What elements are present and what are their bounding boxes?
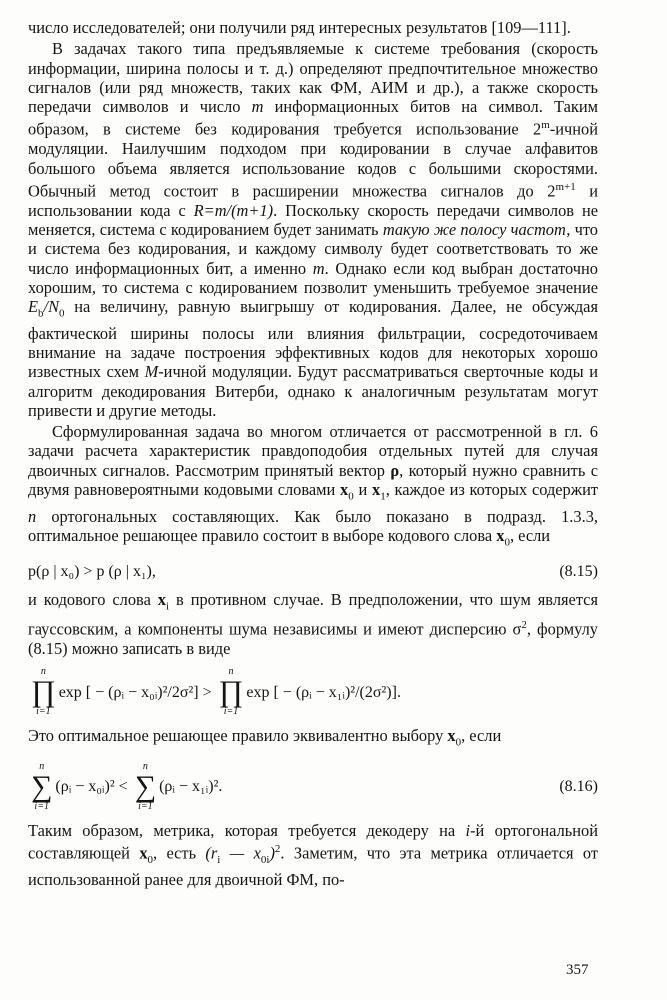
equation-8-16-body: n ∑ i=1 (ρᵢ − x₀ᵢ)² < n ∑ i=1 (ρᵢ − x₁ᵢ)².	[31, 761, 223, 813]
paragraph-4: и кодового слова $x_i$ в противном случае. В предположении, что шум является гауссовским, а компоненты шума независимы и имеют дисперсию $\sigma^2$, формулу (8.15) можно записать в виде	[28, 589, 598, 659]
paragraph-3: Сформулированная задача во многом отличается от рассмотренной в гл. 6 задачи расчета характеристик правдоподобия отдельных путей для случая двоичных сигналов. Рассмотрим принятый вектор ρ, который нужно сравнить с двумя равновероятными кодовыми словами $x_0$ и $x_1$, каждое из которых содержит n ортогональных составляющих. Как было показано в подразд. 1.3.3, оптимальное решающее правило состоит в выборе кодового слова $x_0$, если	[28, 422, 599, 549]
equation-8-15-body: p(ρ | x₀) > p (ρ | x₁),	[28, 562, 156, 580]
sum-operator: n ∑ i=1	[31, 761, 53, 813]
equation-8-16-number: (8.16)	[559, 778, 598, 796]
paragraph-1: число исследователей; они получили ряд интересных результатов [109—111].	[28, 18, 571, 37]
equation-product	[28, 667, 598, 717]
equation-8-16	[28, 762, 598, 812]
equation-product-body: n ∏ i=1 exp [ − (ρᵢ − x₀ᵢ)²/2σ²] > n ∏ i=1 exp [ − (ρᵢ − x₁ᵢ)²/(2σ²)].	[31, 666, 401, 718]
sum-operator-right: n ∑ i=1	[134, 761, 157, 813]
product-operator-right: n ∏ i=1	[218, 666, 244, 718]
page-body	[28, 18, 598, 890]
paragraph-6: Таким образом, метрика, которая требуется декодеру на i-й ортогональной составляющей $x_0$, есть ($r_i$ — $x_{0i})^2$. Заметим, что эта метрика отличается от использованной ранее для двоичной ФМ, по-	[28, 821, 599, 890]
product-operator: n ∏ i=1	[31, 666, 56, 718]
equation-8-15-number: (8.15)	[559, 562, 598, 580]
equation-8-15	[28, 562, 598, 581]
paragraph-5: Это оптимальное решающее правило эквивалентно выбору $x_0$, если	[28, 726, 502, 749]
paragraph-2: В задачах такого типа предъявляемые к системе требования (скорость информации, ширина полосы и т. д.) определяют предпочтительное множество сигналов (или ряд множеств, таких как ФМ, АИМ и др.), а также скорость передачи символов и число m информационных битов на символ. Таким образом, в системе без кодирования требуется использование 2$^m$-ичной модуляции. Наилучшим подходом при кодировании в случае алфавитов большого объема является использование кодов с большими скоростями. Обычный метод состоит в расширении множества сигналов до $2^{m+1}$ и использовании кода с R=m/(m+1). Поскольку скорость передачи символов не меняется, система с кодированием будет занимать такую же полосу частот, что и система без кодирования, и каждому символу будет соответствовать то же число информационных бит, а именно m. Однако если код выбран достаточно хорошим, то система с кодированием позволит уменьшить требуемое значение $E_b/N_0$ на величину, равную выигрышу от кодирования. Далее, не обсуждая фактической ширины полосы или влияния фильтрации, сосредоточиваем внимание на задаче построения эффективных кодов для некоторых хорошо известных схем M-ичной модуляции. Будут рассматриваться сверточные коды и алгоритм декодирования Витерби, однако к аналогичным результатам могут привести и другие методы.	[28, 39, 598, 420]
page-number: 357	[566, 962, 589, 978]
